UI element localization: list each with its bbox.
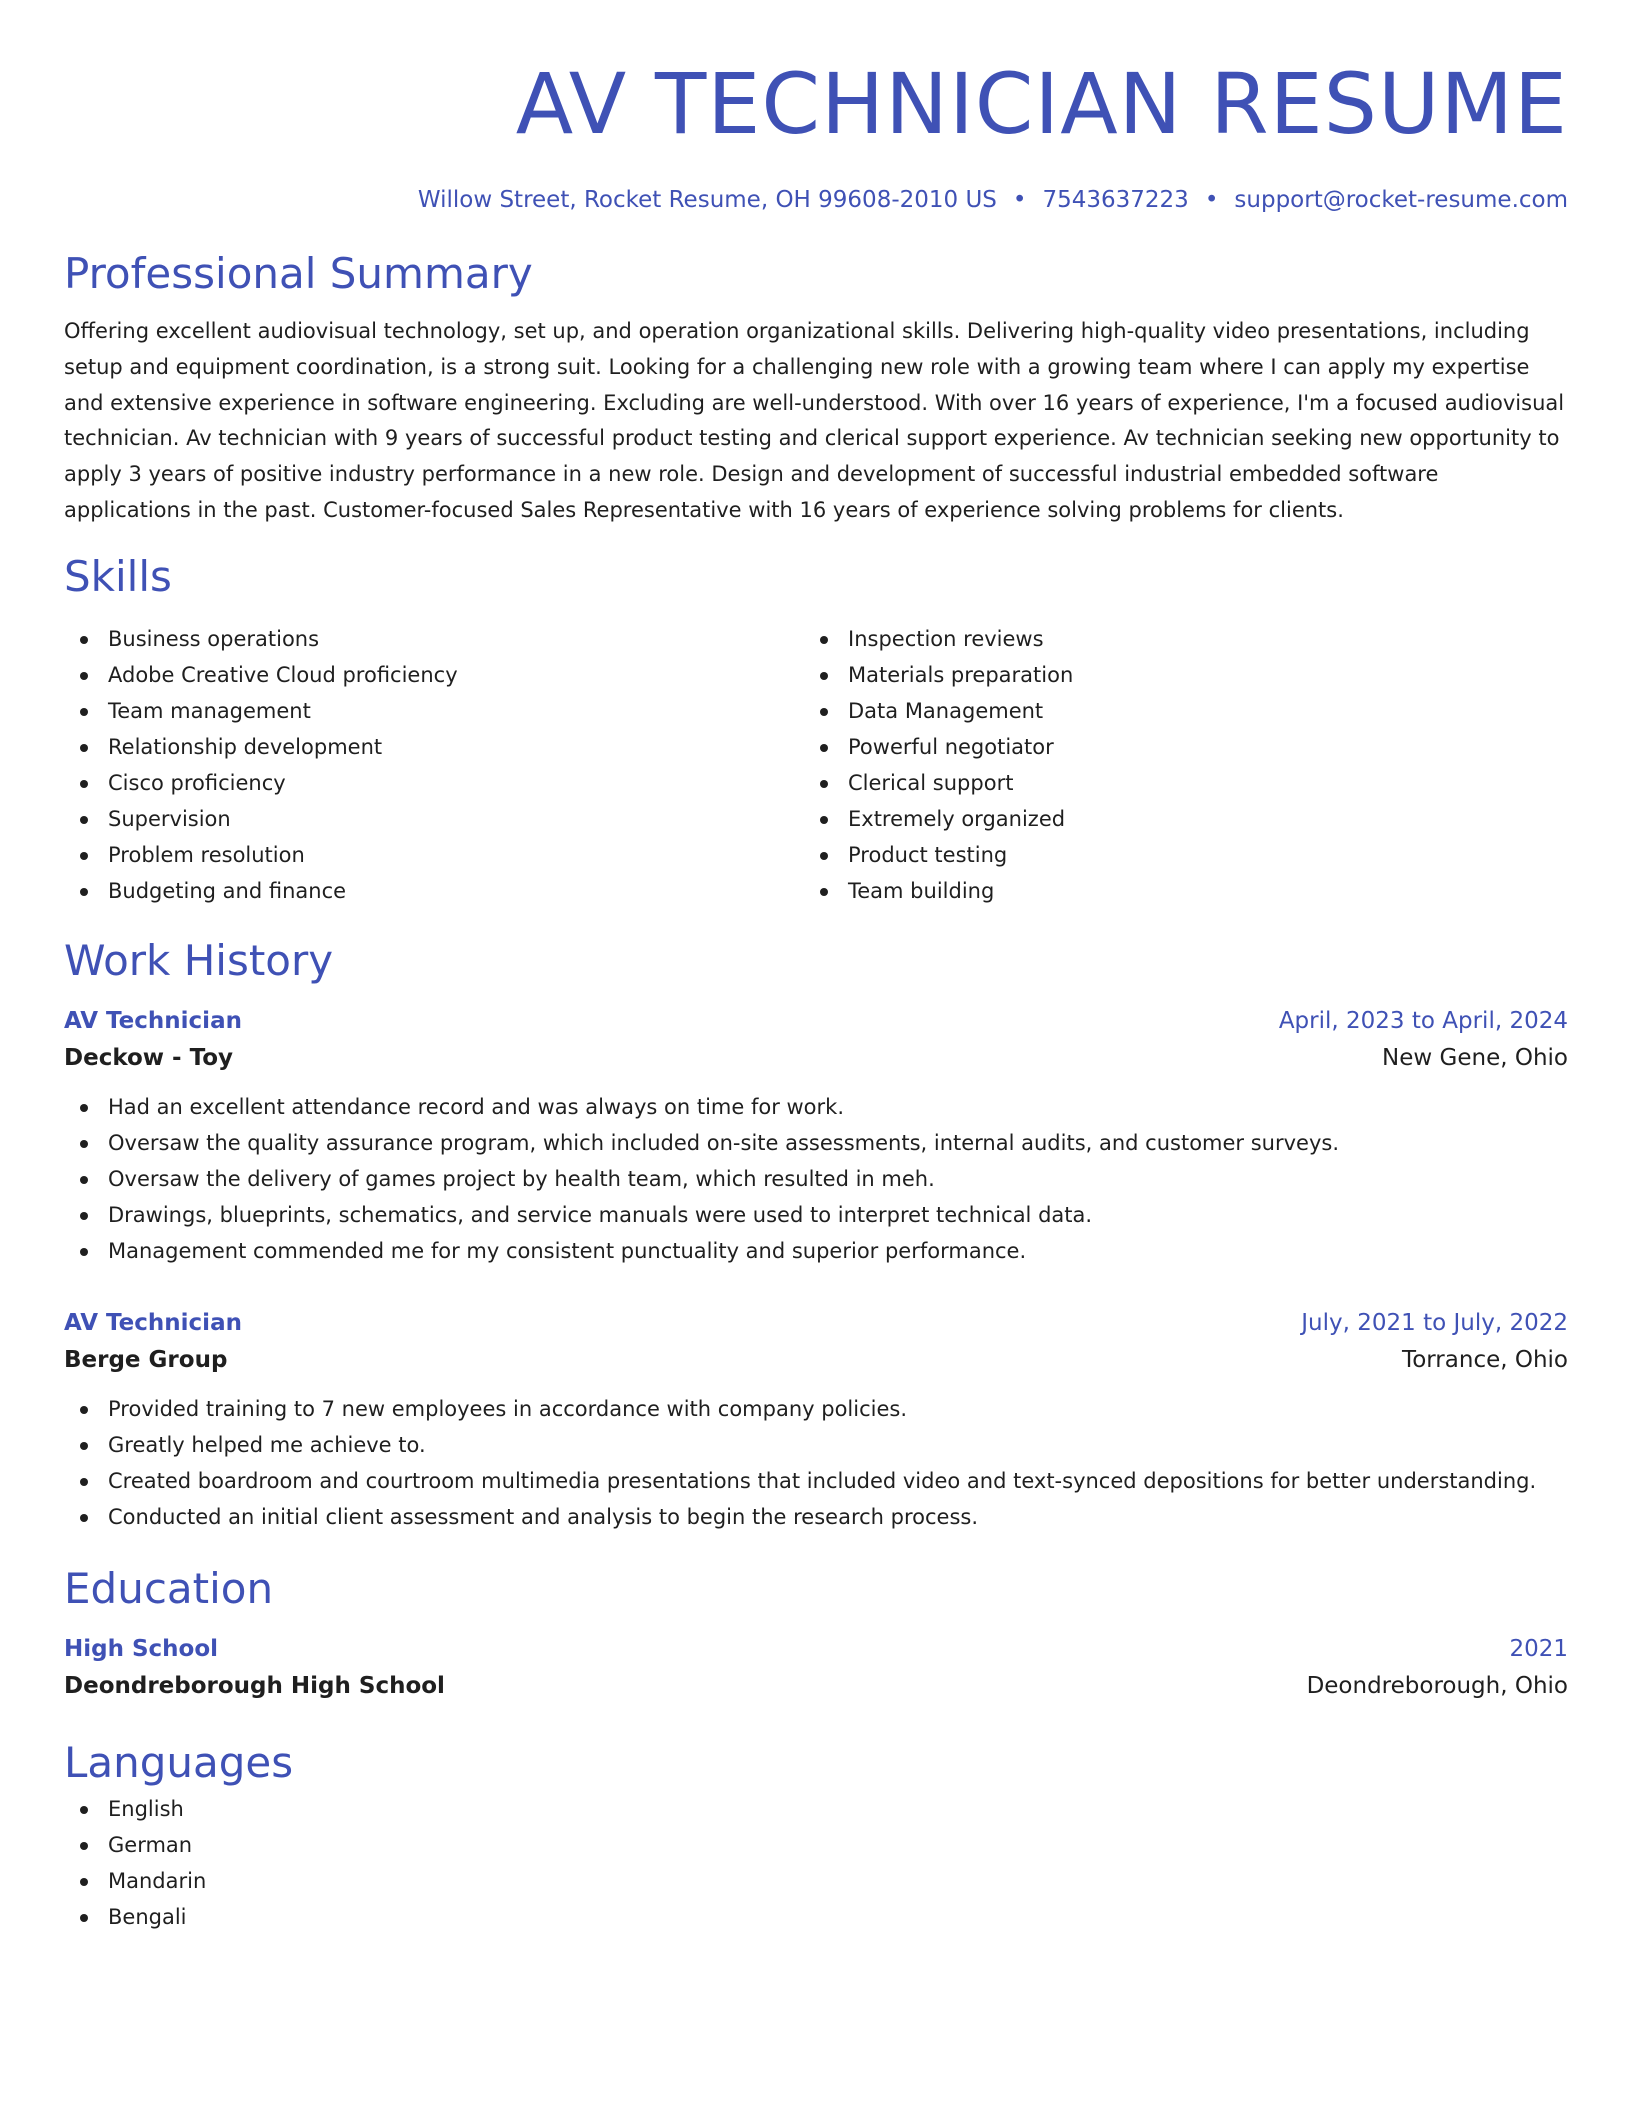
job-location: New Gene, Ohio (1382, 1044, 1568, 1071)
work-history-section (64, 933, 1568, 1535)
job-company: Deckow - Toy (64, 1044, 234, 1071)
skills-column-left (64, 621, 804, 909)
education-school-row (64, 1667, 1568, 1705)
languages-list (64, 1791, 1568, 1935)
skill-item: Product testing (804, 837, 1544, 873)
education-degree-row (64, 1631, 1568, 1667)
skill-item: Cisco proficiency (64, 765, 804, 801)
work-history-heading: Work History (64, 935, 334, 985)
language-item: Mandarin (64, 1863, 1568, 1899)
education-section (64, 1561, 1568, 1705)
education-school: Deondreborough High School (64, 1672, 445, 1699)
resume-name: AV TECHNICIAN RESUME (515, 55, 1568, 153)
job-location: Torrance, Ohio (1402, 1346, 1568, 1373)
job-title-row (64, 1305, 1568, 1341)
education-year: 2021 (1509, 1635, 1568, 1662)
skill-item: Powerful negotiator (804, 729, 1544, 765)
summary-heading: Professional Summary (64, 249, 533, 298)
job-dates: July, 2021 to July, 2022 (1301, 1309, 1568, 1336)
skills-section (64, 549, 1568, 909)
contact-phone: 7543637223 (1042, 187, 1189, 213)
languages-section (64, 1735, 1568, 1935)
job-duty: Management commended me for my consistent punctuality and superior performance. (64, 1233, 1568, 1269)
job-duties-list (64, 1089, 1568, 1269)
skills-list-right (804, 621, 1544, 909)
skill-item: Budgeting and finance (64, 873, 804, 909)
job-company: Berge Group (64, 1346, 228, 1373)
skill-item: Supervision (64, 801, 804, 837)
job-duties-list (64, 1391, 1568, 1535)
job-duty: Greatly helped me achieve to. (64, 1427, 1568, 1463)
skill-item: Relationship development (64, 729, 804, 765)
job-entry (64, 1003, 1568, 1269)
language-item: English (64, 1791, 1568, 1827)
skill-item: Adobe Creative Cloud proficiency (64, 657, 804, 693)
skill-item: Data Management (804, 693, 1544, 729)
job-company-row (64, 1039, 1568, 1077)
skill-item: Extremely organized (804, 801, 1544, 837)
contact-email: support@rocket-resume.com (1234, 187, 1568, 213)
education-entry (64, 1631, 1568, 1705)
job-duty: Drawings, blueprints, schematics, and service manuals were used to interpret technical data. (64, 1197, 1568, 1233)
education-degree: High School (64, 1635, 219, 1662)
languages-heading: Languages (64, 1737, 294, 1787)
skill-item: Team building (804, 873, 1544, 909)
summary-text: Offering excellent audiovisual technology, set up, and operation organizational skills. Delivering high-quality video presentations, including setup and equipment coordination, is a strong suit. Looking for a challenging new role with a growing team where I can apply my expertise and extensive experience in software engineering. Excluding are well-understood. With over 16 years of experience, I'm a focused audiovisual technician. Av technician with 9 years of successful product testing and clerical support experience. Av technician seeking new opportunity to apply 3 years of positive industry performance in a new role. Design and development of successful industrial embedded software applications in the past. Customer-focused Sales Representative with 16 years of experience solving problems for clients. (64, 319, 1565, 522)
contact-line (64, 184, 1568, 216)
job-company-row (64, 1341, 1568, 1379)
skill-item: Team management (64, 693, 804, 729)
contact-separator: • (1012, 187, 1027, 213)
contact-address: Willow Street, Rocket Resume, OH 99608-2010 US (417, 187, 997, 213)
job-title: AV Technician (64, 1309, 242, 1336)
job-duty: Had an excellent attendance record and was always on time for work. (64, 1089, 1568, 1125)
skills-heading: Skills (64, 551, 172, 601)
skills-list-left (64, 621, 804, 909)
skill-item: Materials preparation (804, 657, 1544, 693)
skill-item: Clerical support (804, 765, 1544, 801)
contact-separator: • (1204, 187, 1219, 213)
skill-item: Business operations (64, 621, 804, 657)
skill-item: Inspection reviews (804, 621, 1544, 657)
job-duty: Provided training to 7 new employees in accordance with company policies. (64, 1391, 1568, 1427)
job-title: AV Technician (64, 1007, 242, 1034)
job-entry (64, 1305, 1568, 1535)
job-duty: Oversaw the quality assurance program, which included on-site assessments, internal audits, and customer surveys. (64, 1125, 1568, 1161)
skills-grid (64, 621, 1568, 909)
skills-column-right (804, 621, 1544, 909)
education-location: Deondreborough, Ohio (1306, 1672, 1568, 1699)
summary-section (64, 246, 1568, 529)
job-title-row (64, 1003, 1568, 1039)
language-item: Bengali (64, 1899, 1568, 1935)
education-heading: Education (64, 1563, 274, 1613)
resume-header (64, 48, 1568, 216)
job-duty: Created boardroom and courtroom multimedia presentations that included video and text-synced depositions for better understanding. (64, 1463, 1568, 1499)
job-duty: Conducted an initial client assessment and analysis to begin the research process. (64, 1499, 1568, 1535)
language-item: German (64, 1827, 1568, 1863)
skill-item: Problem resolution (64, 837, 804, 873)
job-duty: Oversaw the delivery of games project by health team, which resulted in meh. (64, 1161, 1568, 1197)
job-dates: April, 2023 to April, 2024 (1278, 1007, 1568, 1034)
